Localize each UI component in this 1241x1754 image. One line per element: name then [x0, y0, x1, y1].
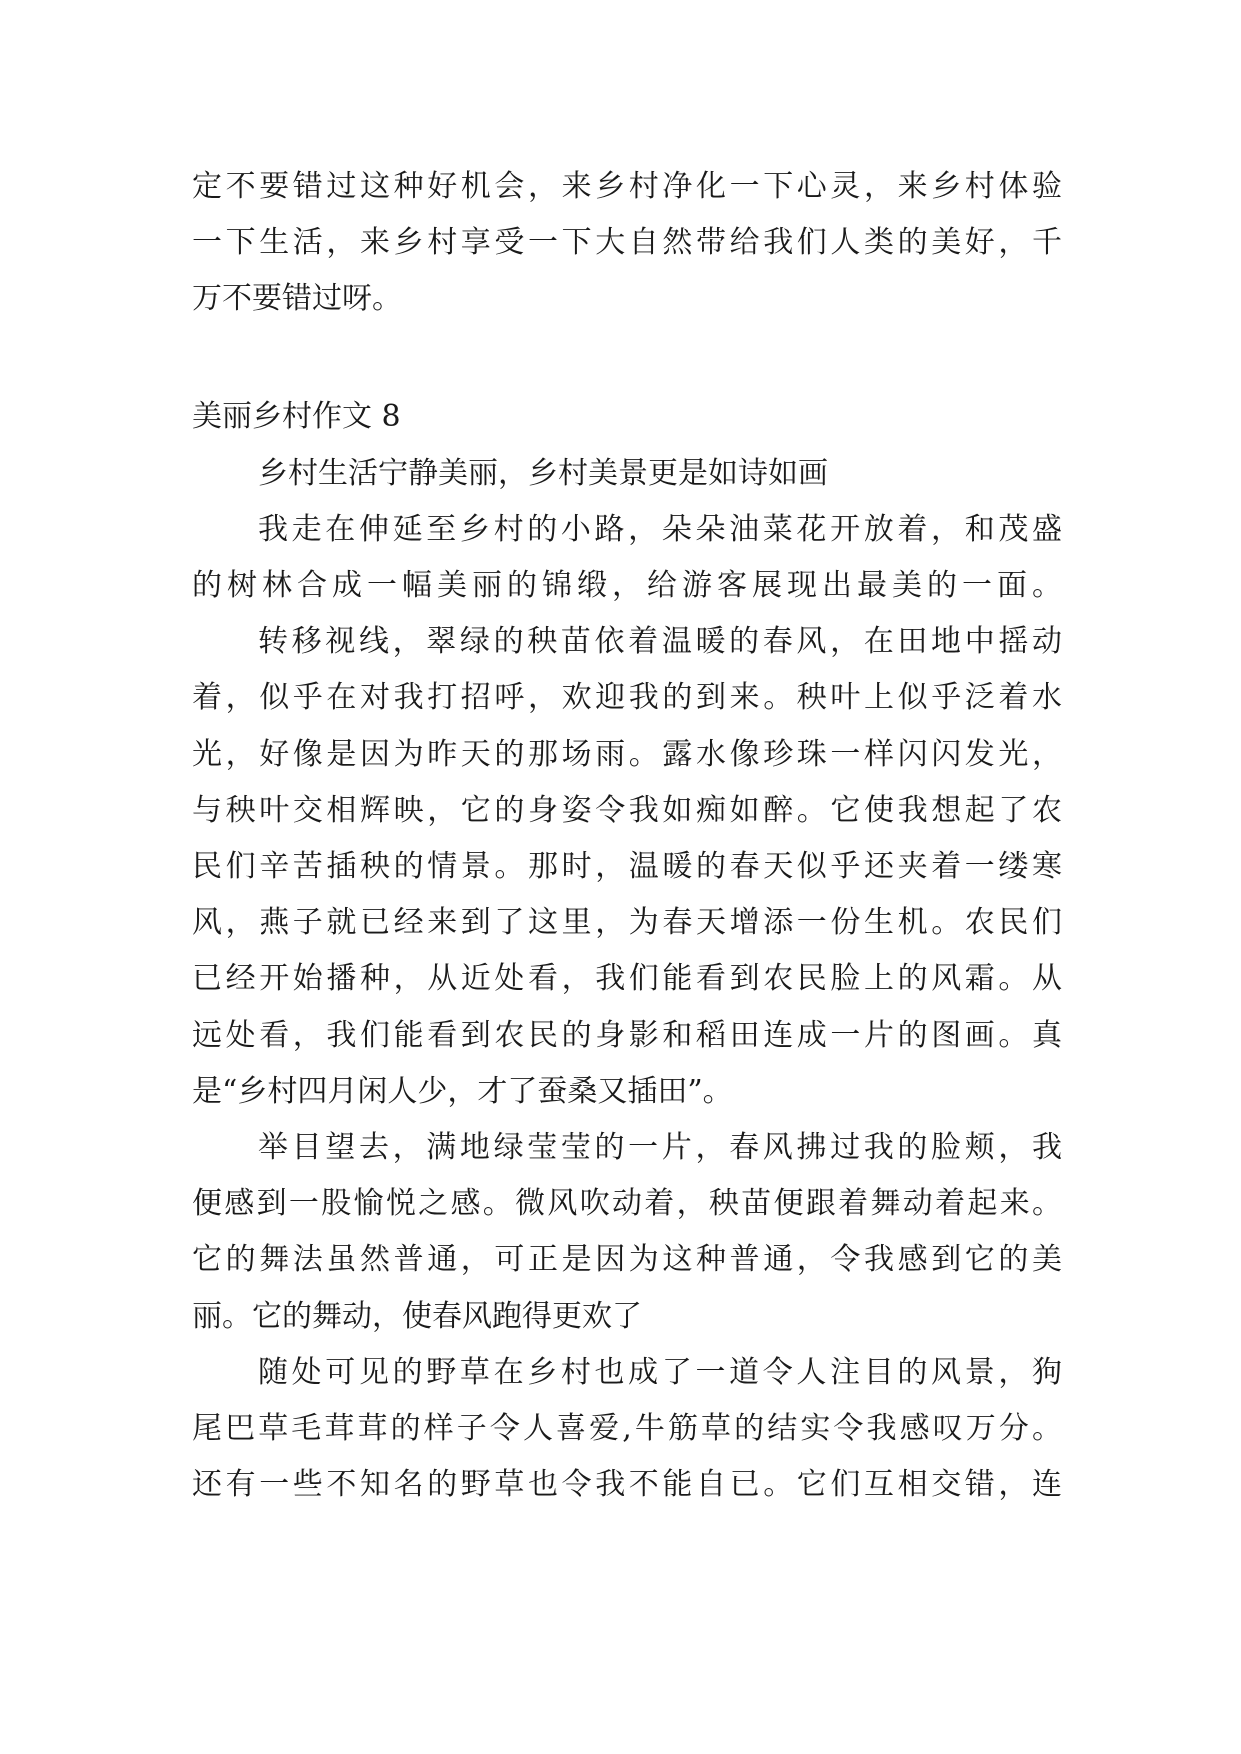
- text-line: 光，好像是因为昨天的那场雨。露水像珍珠一样闪闪发光，: [192, 737, 1062, 772]
- text-line: 万不要错过呀。: [192, 281, 402, 316]
- section-title: 美丽乡村作文 8: [192, 399, 401, 434]
- text-line: 一下生活，来乡村享受一下大自然带给我们人类的美好，千: [192, 225, 1062, 260]
- text-line: 尾巴草毛茸茸的样子令人喜爱,牛筋草的结实令我感叹万分。: [192, 1411, 1062, 1446]
- text-line: 定不要错过这种好机会，来乡村净化一下心灵，来乡村体验: [192, 169, 1062, 204]
- text-line: 是“乡村四月闲人少，才了蚕桑又插田”。: [192, 1074, 733, 1109]
- text-line: 着，似乎在对我打招呼，欢迎我的到来。秧叶上似乎泛着水: [192, 680, 1062, 715]
- text-line: 随处可见的野草在乡村也成了一道令人注目的风景，狗: [258, 1355, 1062, 1390]
- text-line: 便感到一股愉悦之感。微风吹动着，秧苗便跟着舞动着起来。: [192, 1186, 1062, 1221]
- text-line: 与秧叶交相辉映，它的身姿令我如痴如醉。它使我想起了农: [192, 793, 1062, 828]
- text-line: 还有一些不知名的野草也令我不能自已。它们互相交错，连: [192, 1467, 1062, 1502]
- text-line: 我走在伸延至乡村的小路，朵朵油菜花开放着，和茂盛: [258, 512, 1062, 547]
- text-line: 民们辛苦插秧的情景。那时，温暖的春天似乎还夹着一缕寒: [192, 849, 1062, 884]
- text-line: 乡村生活宁静美丽，乡村美景更是如诗如画: [258, 456, 828, 491]
- text-line: 远处看，我们能看到农民的身影和稻田连成一片的图画。真: [192, 1018, 1062, 1053]
- text-line: 风，燕子就已经来到了这里，为春天增添一份生机。农民们: [192, 905, 1062, 940]
- text-line: 举目望去，满地绿莹莹的一片，春风拂过我的脸颊，我: [258, 1130, 1062, 1165]
- text-line: 它的舞法虽然普通，可正是因为这种普通，令我感到它的美: [192, 1242, 1062, 1277]
- text-line: 已经开始播种，从近处看，我们能看到农民脸上的风霜。从: [192, 961, 1062, 996]
- text-line: 转移视线，翠绿的秧苗依着温暖的春风，在田地中摇动: [258, 624, 1062, 659]
- text-line: 丽。它的舞动，使春风跑得更欢了: [192, 1299, 642, 1334]
- text-line: 的树林合成一幅美丽的锦缎，给游客展现出最美的一面。: [192, 568, 1062, 603]
